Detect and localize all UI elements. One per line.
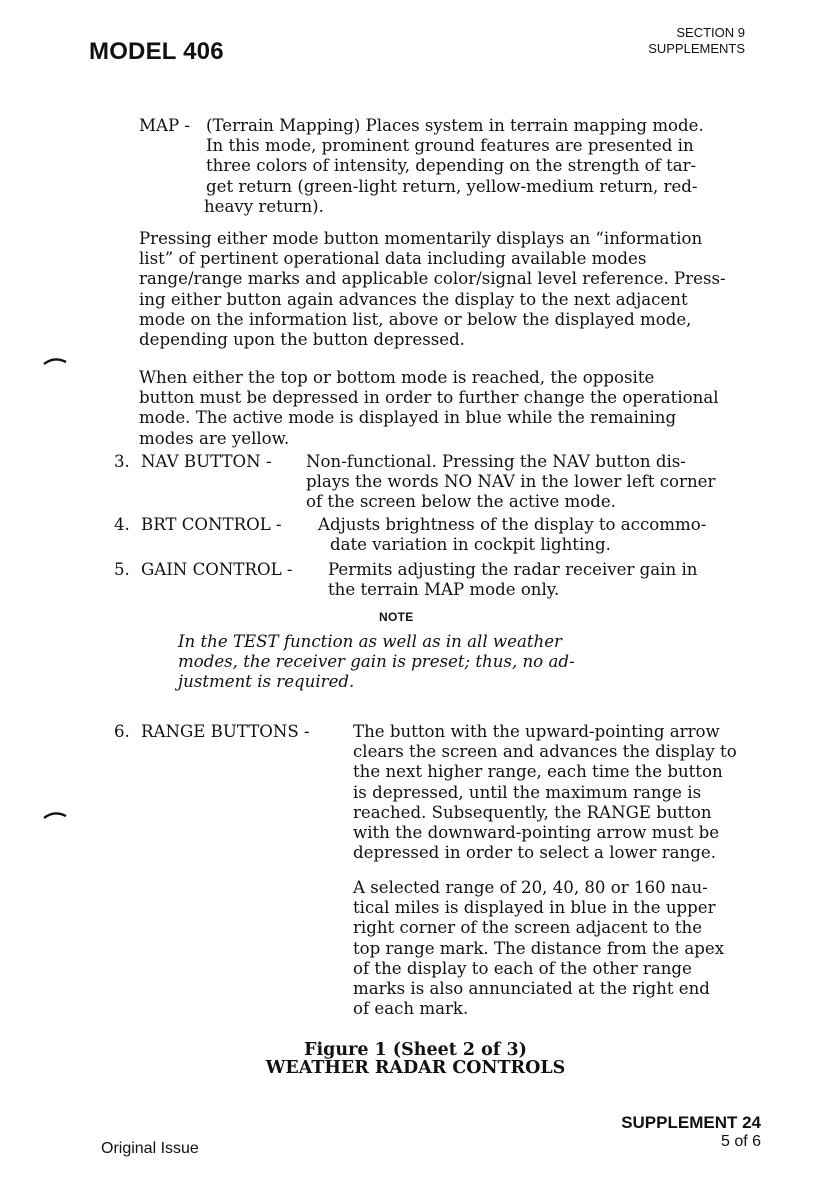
description-line: date variation in cockpit lighting. (330, 535, 611, 555)
description-line: Non-functional. Pressing the NAV button dis- (306, 452, 686, 471)
figure-number: Figure 1 (Sheet 2 of 3) (304, 1040, 527, 1060)
item-number: 5. (114, 560, 130, 579)
description-line: plays the words NO NAV in the lower left corner (306, 472, 716, 492)
paragraph-line: button must be depressed in order to further change the operational (139, 388, 719, 408)
paragraph-line: modes are yellow. (139, 428, 290, 448)
description-line: top range mark. The distance from the apex (353, 938, 725, 958)
description-line: the terrain MAP mode only. (328, 580, 560, 600)
description-line: of each mark. (353, 999, 469, 1019)
note-line: In the TEST function as well as in all weather (178, 632, 562, 651)
map-line: (Terrain Mapping) Places system in terrain mapping mode. (206, 116, 704, 135)
map-description (206, 116, 750, 217)
mode-limit-paragraph (139, 368, 751, 449)
item-number: 3. (114, 452, 130, 471)
mode-button-paragraph (139, 229, 751, 350)
description-line: Adjusts brightness of the display to accommo- (318, 515, 707, 534)
section-number: SECTION 9 (676, 25, 745, 40)
map-line: heavy return). (204, 196, 324, 216)
description-line: A selected range of 20, 40, 80 or 160 nau- (353, 878, 708, 897)
item-description (328, 560, 752, 600)
description-line: marks is also annunciated at the right end (353, 979, 710, 999)
issue-label: Original Issue (101, 1140, 199, 1157)
paragraph-line: depending upon the button depressed. (139, 330, 465, 350)
item-description (353, 722, 757, 863)
item-description (306, 452, 751, 513)
item-number: 4. (114, 515, 130, 534)
map-line: get return (green-light return, yellow-medium return, red- (206, 176, 698, 196)
paragraph-line: mode. The active mode is displayed in blue while the remaining (139, 408, 677, 428)
paragraph-line: range/range marks and applicable color/signal level reference. Press- (139, 269, 726, 289)
description-line: of the display to each of the other range (353, 958, 692, 978)
item-term: NAV BUTTON - (141, 452, 272, 471)
item-term: RANGE BUTTONS - (141, 722, 310, 741)
item-description (318, 515, 752, 555)
change-mark-icon (42, 356, 68, 366)
description-line: Permits adjusting the radar receiver gain in (328, 560, 698, 579)
description-line: reached. Subsequently, the RANGE button (353, 802, 712, 822)
note-line: justment is required. (178, 672, 355, 692)
map-term: MAP - (139, 116, 191, 135)
change-mark-icon (42, 810, 68, 820)
paragraph-line: ing either button again advances the display to the next adjacent (139, 289, 688, 309)
description-line: is depressed, until the maximum range is (353, 782, 702, 802)
section-header (648, 25, 745, 57)
supplement-label: SUPPLEMENT 24 (621, 1113, 761, 1132)
figure-title: WEATHER RADAR CONTROLS (265, 1058, 566, 1078)
description-line: of the screen below the active mode. (306, 492, 616, 512)
description-line: depressed in order to select a lower range. (353, 843, 716, 863)
section-name: SUPPLEMENTS (648, 41, 745, 56)
model-title: MODEL 406 (89, 38, 224, 65)
map-line: three colors of intensity, depending on the strength of tar- (206, 156, 697, 176)
range-display-paragraph (353, 878, 757, 1019)
description-line: right corner of the screen adjacent to the (353, 918, 703, 938)
description-line: The button with the upward-pointing arrow (353, 722, 720, 741)
description-line: clears the screen and advances the display to (353, 742, 737, 762)
item-number: 6. (114, 722, 130, 741)
map-line: In this mode, prominent ground features are presented in (206, 136, 694, 156)
note-line: modes, the receiver gain is preset; thus, no ad- (178, 652, 575, 672)
description-line: the next higher range, each time the button (353, 762, 723, 782)
note-label: NOTE (379, 610, 414, 624)
item-term: BRT CONTROL - (141, 515, 282, 534)
paragraph-line: When either the top or bottom mode is reached, the opposite (139, 368, 655, 387)
description-line: with the downward-pointing arrow must be (353, 823, 720, 843)
page-number: 5 of 6 (720, 1133, 761, 1150)
note-body (178, 632, 626, 693)
description-line: tical miles is displayed in blue in the upper (353, 898, 716, 918)
paragraph-line: Pressing either mode button momentarily displays an “information (139, 229, 703, 248)
paragraph-line: list” of pertinent operational data including available modes (139, 249, 647, 269)
item-term: GAIN CONTROL - (141, 560, 293, 579)
paragraph-line: mode on the information list, above or below the displayed mode, (139, 309, 692, 329)
